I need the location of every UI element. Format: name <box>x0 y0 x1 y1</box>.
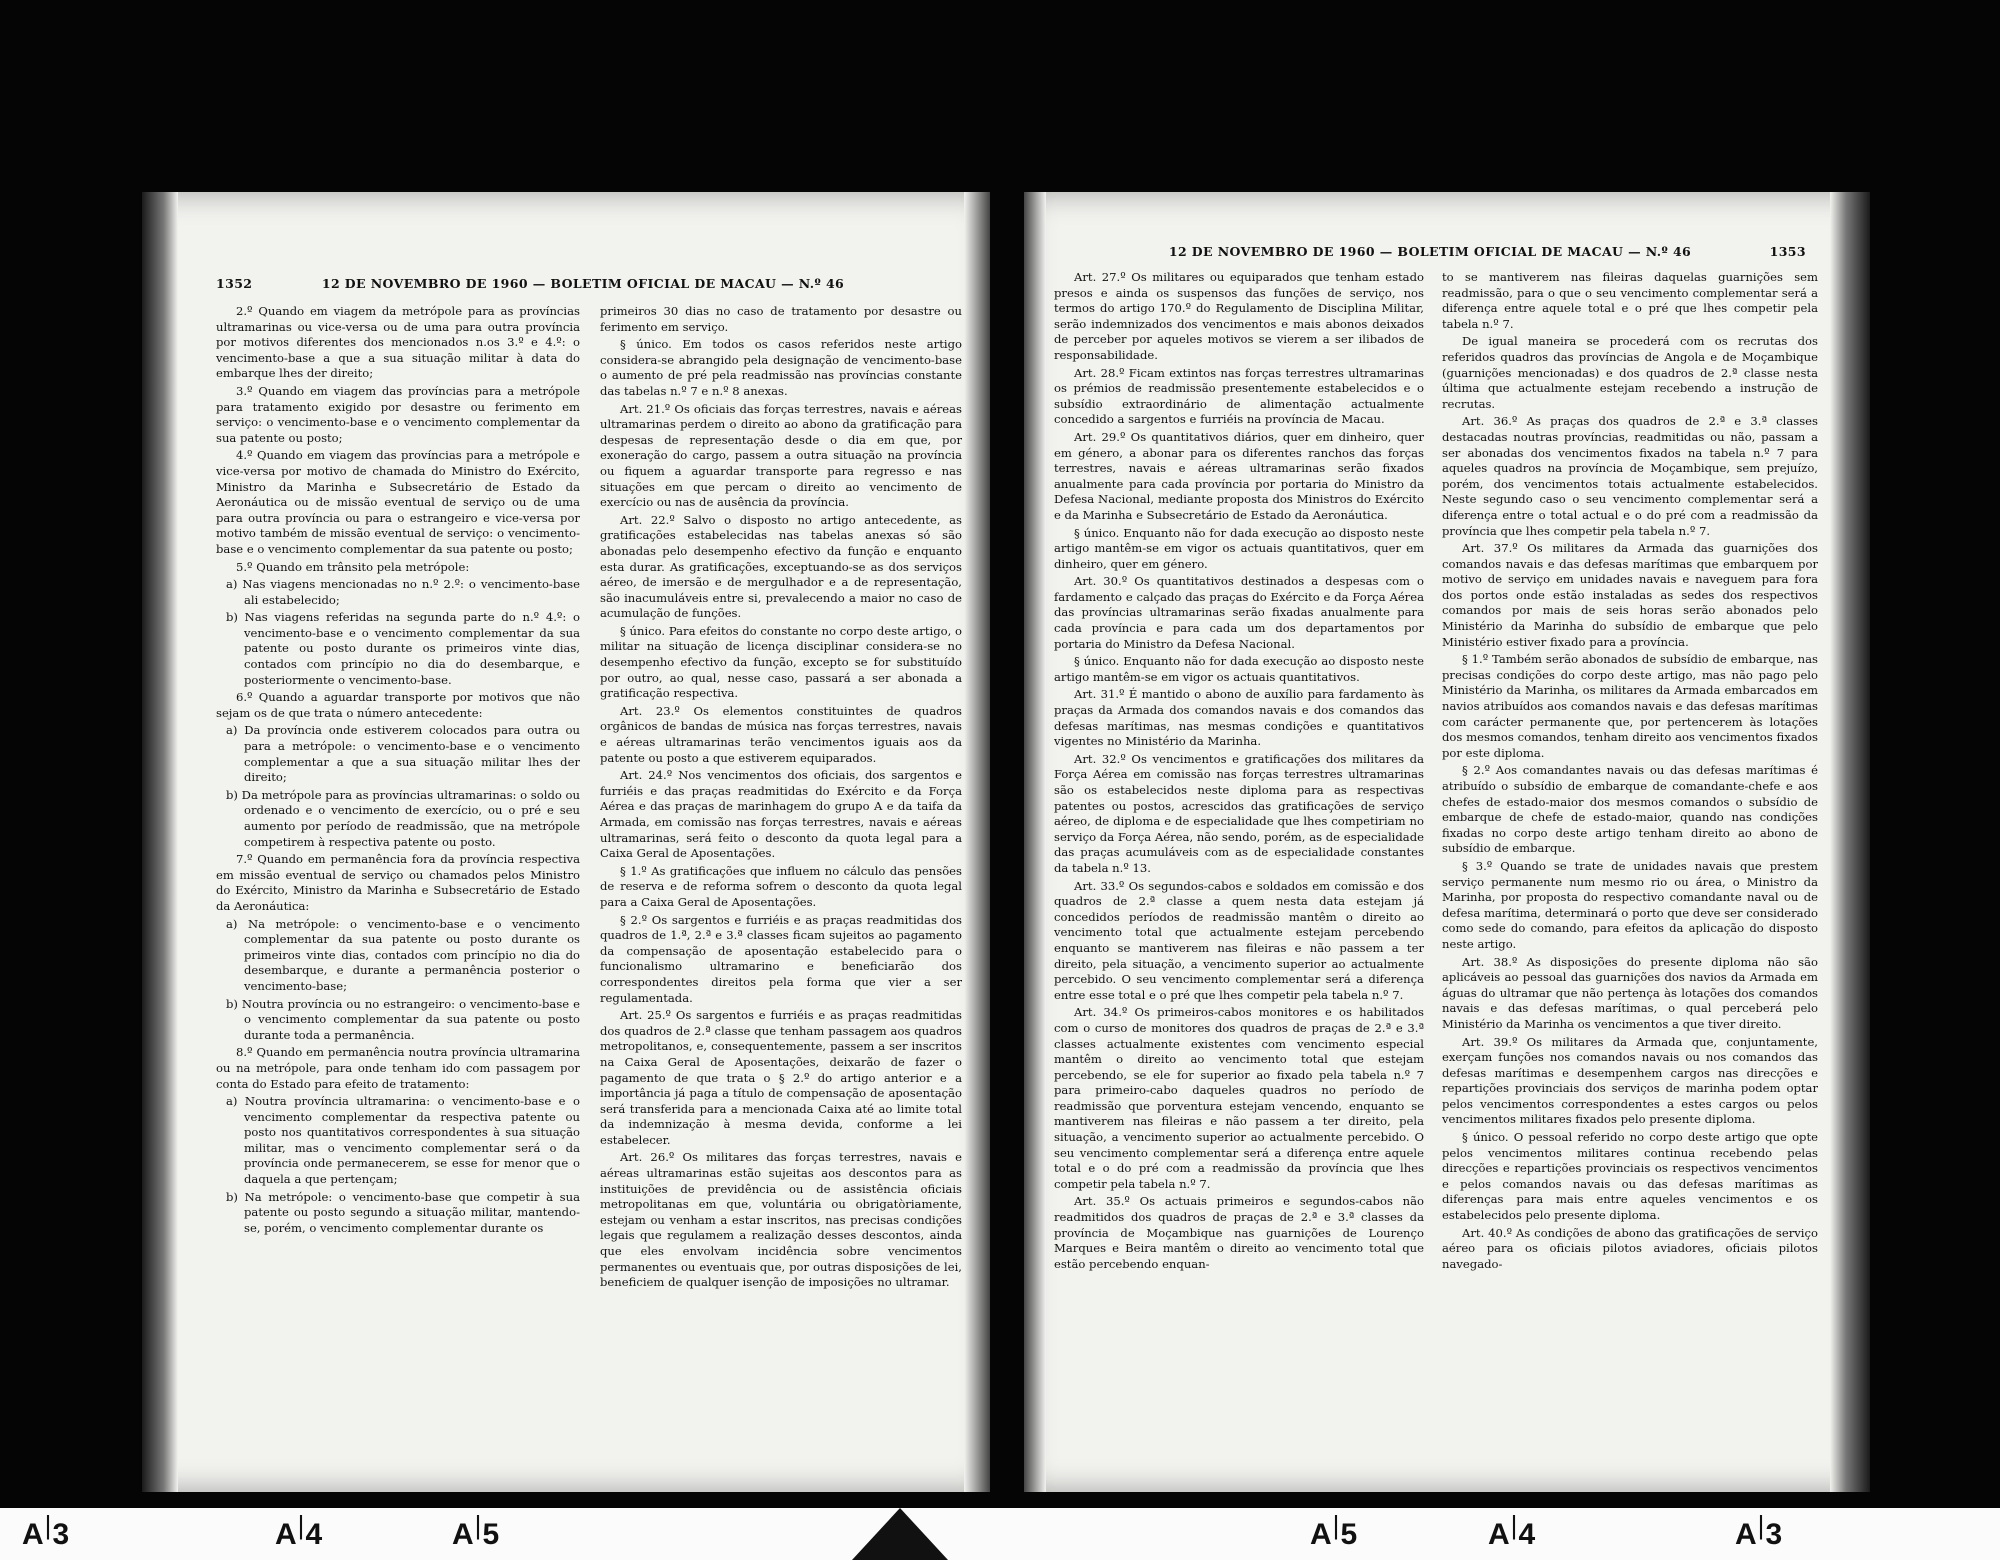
paragraph: 7.º Quando em permanência fora da província respectiva em missão eventual de serviço ou chamados pelos Ministro do Exército, Ministro da Marinha e Subsecretário de Estado da Aeronáutica: <box>216 852 580 913</box>
paragraph: § 2.º Os sargentos e furriéis e as praças readmitidas dos quadros de 1.ª, 2.ª e 3.ª classes ficam sujeitos ao pagamento da compensação de aposentação estabelecido para o funcionalismo ultramarino e beneficiarão dos correspondentes direitos pela forma que vier a ser regulamentada. <box>600 912 962 1005</box>
center-triangle-right <box>900 1508 948 1560</box>
right-running-title: 12 DE NOVEMBRO DE 1960 — BOLETIM OFICIAL DE MACAU — N.º 46 <box>1168 244 1692 259</box>
left-column-b <box>600 304 962 1484</box>
spine-shadow-right <box>1024 192 1046 1492</box>
paragraph: a) Nas viagens mencionadas no n.º 2.º: o vencimento-base ali estabelecido; <box>226 577 580 607</box>
paragraph: a) Noutra província ultramarina: o vencimento-base e o vencimento complementar da respectiva patente ou posto nos quantitativos correspondentes à sua situação militar, mas o vencimento complementar será o da província onde permanecerem, se esse for menor que o daquela a que pertençam; <box>226 1094 580 1187</box>
right-column-b <box>1442 270 1818 1480</box>
paragraph: § único. Enquanto não for dada execução ao disposto neste artigo mantêm-se em vigor os actuais quantitativos, quer em dinheiro, quer em género. <box>1054 525 1424 571</box>
film-frame-marker: A|3 <box>1735 1510 1783 1551</box>
paragraph: § único. Em todos os casos referidos neste artigo considera-se abrangido pela designação de vencimento-base o aumento de pré pela readmissão nas províncias constante das tabelas n.º 7 e n.º 8 anexas. <box>600 337 962 398</box>
paragraph: 8.º Quando em permanência noutra província ultramarina ou na metrópole, para onde tenham ido com passagem por conta do Estado para efeito de tratamento: <box>216 1045 580 1091</box>
paragraph: Art. 25.º Os sargentos e furriéis e as praças readmitidas dos quadros de 2.ª classe que tenham passagem aos quadros metropolitanos, e, consequentemente, passem a ser inscritos na Caixa Geral de Aposentações, deixarão de fazer o pagamento de que trata o § 2.º do artigo anterior e a importância já paga a título de compensação de aposentação será transferida para a mencionada Caixa até ao limite total da indemnização à mesma devida, conforme a lei estabelecer. <box>600 1008 962 1147</box>
paragraph: primeiros 30 dias no caso de tratamento por desastre ou ferimento em serviço. <box>600 304 962 334</box>
paragraph: Art. 24.º Nos vencimentos dos oficiais, dos sargentos e furriéis e das praças readmitidas do Exército e da Força Aérea e das praças de marinhagem do grupo A e da taifa da Armada, em comissão nas forças terrestres, navais e aéreas ultramarinas, será feito o desconto da quota legal para a Caixa Geral de Aposentações. <box>600 768 962 861</box>
paragraph: b) Noutra província ou no estrangeiro: o vencimento-base e o vencimento complementar da sua patente ou posto durante toda a permanência. <box>226 996 580 1042</box>
center-triangle-left <box>852 1508 900 1560</box>
paragraph: § 2.º Aos comandantes navais ou das defesas marítimas é atribuído o subsídio de embarque de comandante-chefe e aos chefes de estado-maior dos mesmos comandos o subsídio de embarque de chefe de estado-maior, quando nas condições fixadas no corpo deste artigo tenham direito ao abono de subsídio de embarque. <box>1442 763 1818 856</box>
paragraph: 5.º Quando em trânsito pela metrópole: <box>236 559 470 574</box>
left-running-title: 12 DE NOVEMBRO DE 1960 — BOLETIM OFICIAL DE MACAU — N.º 46 <box>321 276 845 291</box>
paragraph: 3.º Quando em viagem das províncias para a metrópole para tratamento exigido por desastre ou ferimento em serviço: o vencimento-base e o vencimento complementar da sua patente ou posto; <box>216 383 580 445</box>
right-column-a <box>1054 270 1424 1480</box>
paragraph: Art. 30.º Os quantitativos destinados a despesas com o fardamento e calçado das praças do Exército e da Força Aérea das províncias ultramarinas serão fixadas anualmente para cada província e para cada um dos departamentos por portaria do Ministro da Defesa Nacional. <box>1054 574 1424 651</box>
paragraph: Art. 22.º Salvo o disposto no artigo antecedente, as gratificações estabelecidas nas tabelas anexas só são abonadas pelo desempenho efectivo da função e enquanto esta durar. As gratificações, exceptuando-se as dos serviços aéreo, de imersão e de mergulhador e a de representação, são inacumuláveis entre si, prevalecendo a maior no caso de acumulação de funções. <box>600 512 962 621</box>
paragraph: Art. 40.º As condições de abono das gratificações de serviço aéreo para os oficiais pilotos aviadores, oficiais pilotos navegado- <box>1442 1225 1818 1271</box>
paragraph: § 1.º As gratificações que influem no cálculo das pensões de reserva e de reforma sofrem o desconto da quota legal para a Caixa Geral de Aposentações. <box>600 863 962 909</box>
paragraph: § único. Para efeitos do constante no corpo deste artigo, o militar na situação de licença disciplinar considera-se no desempenho efectivo da função, excepto se for substituído por outro, ao qual, nesse caso, passará a ser abonada a gratificação respectiva. <box>600 623 962 701</box>
paragraph: Art. 35.º Os actuais primeiros e segundos-cabos não readmitidos dos quadros de praças de 2.ª e 3.ª classes da província de Moçambique nas guarnições de Lourenço Marques e Beira mantêm o direito ao vencimento total que estão percebendo enquan- <box>1054 1194 1424 1271</box>
paragraph: Art. 27.º Os militares ou equiparados que tenham estado presos e ainda os suspensos das funções de serviço, nos termos do artigo 170.º do Regulamento de Disciplina Militar, serão indemnizados dos vencimentos e mais abonos deixados de perceber por aqueles motivos se vierem a ser ilibados de responsabilidade. <box>1054 270 1424 362</box>
paragraph: Art. 29.º Os quantitativos diários, quer em dinheiro, quer em género, a abonar para os diferentes ranchos das forças terrestres, navais e aéreas ultramarinas serão fixados anualmente para cada província por portaria do Ministro da Defesa Nacional, mediante proposta dos Ministros do Exército e da Marinha e Subsecretário de Estado da Aeronáutica. <box>1054 429 1424 522</box>
spine-shadow-left <box>964 192 990 1492</box>
paragraph: De igual maneira se procederá com os recrutas dos referidos quadros das províncias de Angola e de Moçambique (guarnições mencionadas) e dos quadros de 2.ª classe nesta última que actualmente estejam recebendo a instrução de recrutas. <box>1442 334 1818 411</box>
paragraph: to se mantiverem nas fileiras daquelas guarnições sem readmissão, para o que o seu vencimento complementar será a diferença entre aquele total e o pré que lhes competir pela tabela n.º 7. <box>1442 270 1818 331</box>
film-frame-marker: A|4 <box>275 1510 323 1551</box>
paragraph: Art. 21.º Os oficiais das forças terrestres, navais e aéreas ultramarinas perdem o direito ao abono da gratificação para despesas de representação desde o dia em que, por exoneração do cargo, passem a outra situação na província ou fiquem a aguardar transporte para regresso e nas situações em que percam o direito ao vencimento de exercício ou nas de ausência da província. <box>600 401 962 510</box>
paragraph: a) Da província onde estiverem colocados para outra ou para a metrópole: o vencimento-base e o vencimento complementar a que a sua situação militar lhes der direito; <box>226 723 580 785</box>
film-frame-marker: A|5 <box>452 1510 500 1551</box>
paragraph: Art. 36.º As praças dos quadros de 2.ª e 3.ª classes destacadas noutras províncias, readmitidas ou não, passam a ser abonadas dos vencimentos fixados na tabela n.º 7 para aqueles quadros na província de Moçambique, sem prejuízo, porém, dos vencimentos totais actualmente estabelecidos. Neste segundo caso o seu vencimento complementar será a diferença entre o total actual e o do pré com a readmissão da província que lhes competir pela tabela n.º 7. <box>1442 414 1818 538</box>
paragraph: Art. 28.º Ficam extintos nas forças terrestres ultramarinas os prémios de readmissão presentemente estabelecidos e o subsídio extraordinário de alimentação actualmente concedido a sargentos e furriéis na província de Macau. <box>1054 365 1424 427</box>
paragraph: a) Na metrópole: o vencimento-base e o vencimento complementar da sua patente ou posto durante os primeiros vinte dias, contados com princípio no dia do desembarque, e durante a permanência posterior o vencimento-base; <box>226 916 580 993</box>
left-page-edge-shadow <box>142 192 178 1492</box>
paragraph: 4.º Quando em viagem das províncias para a metrópole e vice-versa por motivo de chamada do Ministro do Exército, Ministro da Marinha e Subsecretário de Estado da Aeronáutica ou de missão eventual de serviço ou de uma para outra província ou para o estrangeiro e vice-versa por motivo também de missão eventual de serviço: o vencimento-base e o vencimento complementar da sua patente ou posto; <box>216 448 580 556</box>
paragraph: § 3.º Quando se trate de unidades navais que prestem serviço permanente num mesmo rio ou área, o Ministro da Marinha, por proposta do respectivo comandante naval ou de defesa marítima, determinará o porto que deve ser considerado como sede do comando, para efeitos da aplicação do disposto neste artigo. <box>1442 858 1818 951</box>
paragraph: Art. 38.º As disposições do presente diploma não são aplicáveis ao pessoal das guarnições dos navios da Armada em águas do ultramar que não pertença às lotações dos comandos navais e das defesas marítimas, o qual perceberá pelo Ministério da Marinha os vencimentos a que tiver direito. <box>1442 954 1818 1031</box>
paragraph: 2.º Quando em viagem da metrópole para as províncias ultramarinas ou vice-versa ou de uma para outra província por motivos diferentes dos mencionados n.os 3.º e 4.º: o vencimento-base a que a sua situação militar à data do embarque lhes der direito; <box>216 304 580 381</box>
paragraph: Art. 32.º Os vencimentos e gratificações dos militares da Força Aérea em comissão nas forças terrestres ultramarinas são os estabelecidos neste diploma para as respectivas patentes ou postos, acrescidos das gratificações de serviço aéreo, de diploma e de especialidade que lhes competiriam no serviço da Força Aérea, não sendo, porém, as de especialidade das praças acumuláveis com as de especialidade constantes da tabela n.º 13. <box>1054 751 1424 875</box>
paragraph: 6.º Quando a aguardar transporte por motivos que não sejam os de que trata o número antecedente: <box>216 690 580 720</box>
paragraph: § único. O pessoal referido no corpo deste artigo que opte pelos vencimentos militares continua recebendo pelas direcções e repartições provinciais os respectivos vencimentos e pelos comandos navais ou das defesas marítimas as diferenças para mais entre aqueles vencimentos e os estabelecidos pelo presente diploma. <box>1442 1130 1818 1223</box>
paragraph: Art. 33.º Os segundos-cabos e soldados em comissão e dos quadros de 2.ª classe a quem nesta data estejam já concedidos períodos de readmissão mantêm o direito ao vencimento total que actualmente estejam percebendo enquanto se mantiverem nas fileiras e não passem a ter direito, pela situação, a vencimento superior ao actualmente percebido. O seu vencimento complementar será a diferença entre esse total e o pré que lhes competir pela tabela n.º 7. <box>1054 878 1424 1002</box>
paragraph: Art. 39.º Os militares da Armada que, conjuntamente, exerçam funções nos comandos navais ou nos comandos das defesas marítimas e desempenhem cargos nas direcções e repartições provinciais dos serviços de marinha podem optar pelos vencimentos correspondentes a estes cargos ou pelos vencimentos militares fixados pelo presente diploma. <box>1442 1034 1818 1127</box>
right-page-number: 1353 <box>1769 244 1806 259</box>
paragraph: Art. 34.º Os primeiros-cabos monitores e os habilitados com o curso de monitores dos quadros de praças de 2.ª e 3.ª classes actualmente existentes com vencimento especial mantêm o direito ao vencimento total que estejam percebendo, se ele for superior ao fixado pela tabela n.º 7 para primeiro-cabo daqueles quadros no período de readmissão que porventura estejam vencendo, enquanto se mantiverem nas fileiras e não passem a ter direito, pela situação, a vencimento superior ao actualmente percebido. O seu vencimento complementar será a diferença entre aquele total e o do pré com a readmissão da província que lhes competir pela tabela n.º 7. <box>1054 1005 1424 1191</box>
paragraph: b) Da metrópole para as províncias ultramarinas: o soldo ou ordenado e o vencimento de exercício, ou o pré e seu aumento por período de readmissão, que na metrópole competirem à respectiva patente ou posto. <box>226 787 580 849</box>
right-page-edge-shadow <box>1830 192 1870 1492</box>
film-frame-marker: A|3 <box>22 1510 70 1551</box>
paragraph: b) Na metrópole: o vencimento-base que competir à sua patente ou posto segundo a situação militar, mantendo-se, porém, o vencimento complementar durante os <box>226 1189 580 1235</box>
paragraph: § 1.º Também serão abonados de subsídio de embarque, nas precisas condições do corpo deste artigo, mas não pago pelo Ministério da Marinha, os militares da Armada embarcados em navios atribuídos aos comandos navais e das defesas marítimas com carácter permanente que, por pertencerem às lotações dos mesmos comandos, tenham direito aos vencimentos fixados por este diploma. <box>1442 652 1818 760</box>
right-page <box>1024 192 1870 1492</box>
paragraph: Art. 23.º Os elementos constituintes de quadros orgânicos de bandas de música nas forças terrestres, navais e aéreas ultramarinas terão vencimentos iguais aos da patente ou posto a que estiverem equiparados. <box>600 703 962 765</box>
film-frame-marker: A|5 <box>1310 1510 1358 1551</box>
film-frame-marker: A|4 <box>1488 1510 1536 1551</box>
paragraph: Art. 31.º É mantido o abono de auxílio para fardamento às praças da Armada dos comandos navais e dos comandos das defesas marítimas, nas mesmas condições e quantitativos vigentes no Ministério da Marinha. <box>1054 687 1424 749</box>
left-page <box>142 192 990 1492</box>
paragraph: Art. 26.º Os militares das forças terrestres, navais e aéreas ultramarinas estão sujeitas aos descontos para as instituições de previdência ou de assistência oficiais metropolitanas em que, voluntária ou obrigatòriamente, estejam ou venham a estar inscritos, nas precisas condições legais que regulamem a realização desses descontos, ainda que eles envolvam incidência sobre vencimentos permanentes ou eventuais que, por outras disposições de lei, beneficiem de qualquer isenção de imposições no ultramar. <box>600 1150 962 1290</box>
paragraph: b) Nas viagens referidas na segunda parte do n.º 4.º: o vencimento-base e o vencimento complementar da sua patente ou posto durante os primeiros vinte dias, contados com princípio no dia do desembarque, e posteriormente o vencimento-base. <box>226 610 580 687</box>
paragraph: Art. 37.º Os militares da Armada das guarnições dos comandos navais e das defesas marítimas que embarquem por motivo de serviço em unidades navais e naveguem para fora dos portos onde estão instaladas as sedes dos respectivos comandos por mais de seis horas serão abonados pelo Ministério da Marinha do subsídio de embarque que pelo Ministério estiver fixado para a província. <box>1442 541 1818 649</box>
left-page-number: 1352 <box>216 276 253 291</box>
left-column-a <box>216 304 580 1484</box>
paragraph: § único. Enquanto não for dada execução ao disposto neste artigo mantêm-se em vigor os actuais quantitativos. <box>1054 654 1424 684</box>
